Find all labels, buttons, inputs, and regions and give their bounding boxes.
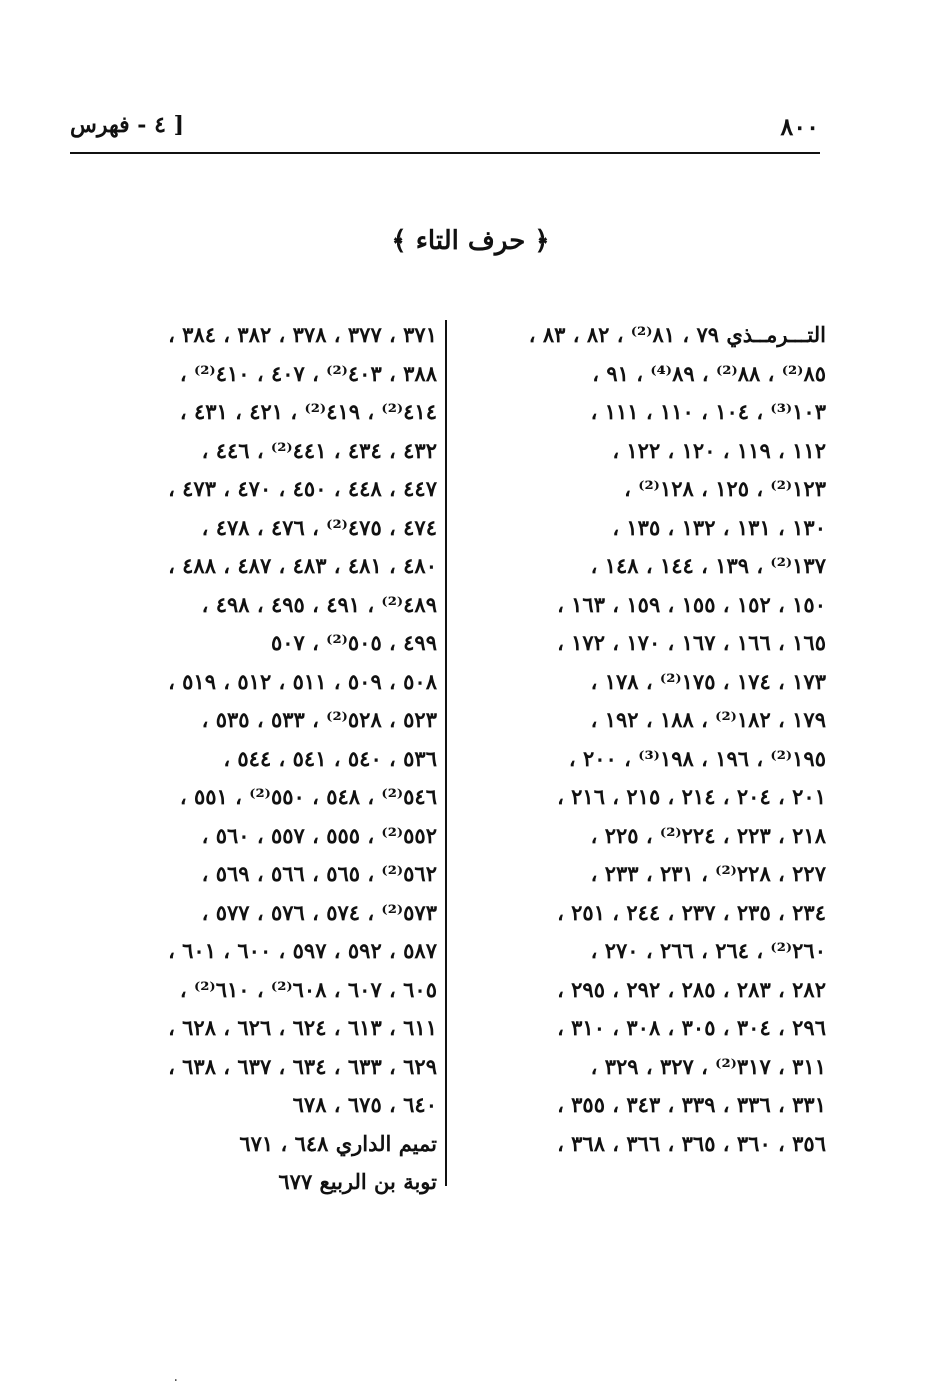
index-line: ٥٢٣ ، ٥٢٨⁽²⁾ ، ٥٣٣ ، ٥٣٥ ، — [201, 707, 437, 732]
column-divider — [445, 320, 447, 1186]
index-line: ٨٥⁽²⁾ ، ٨٨⁽²⁾ ، ٨٩⁽⁴⁾ ، ٩١ ، — [592, 360, 826, 386]
left-column — [62, 316, 437, 1202]
index-line: تميم الداري ٦٤٨ ، ٦٧١ — [239, 1130, 437, 1156]
index-line: ١٣٠ ، ١٣١ ، ١٣٢ ، ١٣٥ ، — [612, 514, 826, 540]
index-line: ٢٠١ ، ٢٠٤ ، ٢١٤ ، ٢١٥ ، ٢١٦ ، — [557, 784, 826, 809]
index-line: ٥٠٨ ، ٥٠٩ ، ٥١١ ، ٥١٢ ، ٥١٩ ، — [168, 668, 437, 694]
index-line: ١٦٥ ، ١٦٦ ، ١٦٧ ، ١٧٠ ، ١٧٢ ، — [557, 630, 826, 655]
right-column — [461, 316, 826, 1163]
index-line: ٤١٤⁽²⁾ ، ٤١٩⁽²⁾ ، ٤٢١ ، ٤٣١ ، — [179, 399, 437, 424]
index-line: ٤٣٢ ، ٤٣٤ ، ٤٤١⁽²⁾ ، ٤٤٦ ، — [201, 437, 437, 463]
index-line: ٥٦٢⁽²⁾ ، ٥٦٥ ، ٥٦٦ ، ٥٦٩ ، — [201, 861, 437, 886]
index-line: ٦٤٠ ، ٦٧٥ ، ٦٧٨ — [292, 1092, 437, 1117]
index-line: ٥٥٢⁽²⁾ ، ٥٥٥ ، ٥٥٧ ، ٥٦٠ ، — [201, 822, 437, 848]
index-line: ٢٦٠⁽²⁾ ، ٢٦٤ ، ٢٦٦ ، ٢٧٠ ، — [590, 938, 826, 963]
index-line: ٥٣٦ ، ٥٤٠ ، ٥٤١ ، ٥٤٤ ، — [223, 745, 437, 771]
index-line: ١٩٥⁽²⁾ ، ١٩٦ ، ١٩٨⁽³⁾ ، ٢٠٠ ، — [568, 745, 826, 771]
index-line: ٣٣١ ، ٣٣٦ ، ٣٣٩ ، ٣٤٣ ، ٣٥٥ ، — [557, 1092, 826, 1117]
index-line: ٤٨٩⁽²⁾ ، ٤٩١ ، ٤٩٥ ، ٤٩٨ ، — [201, 591, 437, 617]
index-line: التـــرمــذي ٧٩ ، ٨١⁽²⁾ ، ٨٢ ، ٨٣ ، — [528, 322, 826, 347]
footer-mark: ٠ — [172, 1372, 180, 1388]
index-line: ٣٥٦ ، ٣٦٠ ، ٣٦٥ ، ٣٦٦ ، ٣٦٨ ، — [557, 1130, 826, 1156]
header-rule — [70, 152, 820, 154]
index-line: ١٧٩ ، ١٨٢⁽²⁾ ، ١٨٨ ، ١٩٢ ، — [590, 707, 826, 732]
index-line: ٦١١ ، ٦١٣ ، ٦٢٤ ، ٦٢٦ ، ٦٢٨ ، — [168, 1015, 437, 1040]
index-line: ٦٢٩ ، ٦٣٣ ، ٦٣٤ ، ٦٣٧ ، ٦٣٨ ، — [168, 1053, 437, 1079]
index-line: ٤٧٤ ، ٤٧٥⁽²⁾ ، ٤٧٦ ، ٤٧٨ ، — [201, 514, 437, 540]
index-line: ١٠٣⁽³⁾ ، ١٠٤ ، ١١٠ ، ١١١ ، — [590, 399, 826, 424]
index-line: ١٢٣⁽²⁾ ، ١٢٥ ، ١٢٨⁽²⁾ ، — [624, 476, 826, 501]
section-label: [ ٤ - فهرس — [70, 112, 185, 138]
index-line: ٣٧١ ، ٣٧٧ ، ٣٧٨ ، ٣٨٢ ، ٣٨٤ ، — [168, 322, 437, 347]
index-line: توبة بن الربيع ٦٧٧ — [278, 1169, 437, 1194]
index-line: ١٥٠ ، ١٥٢ ، ١٥٥ ، ١٥٩ ، ١٦٣ ، — [557, 591, 826, 617]
index-line: ١١٢ ، ١١٩ ، ١٢٠ ، ١٢٢ ، — [612, 437, 826, 463]
index-line: ٣٨٨ ، ٤٠٣⁽²⁾ ، ٤٠٧ ، ٤١٠⁽²⁾ ، — [179, 360, 437, 386]
index-line: ٦٠٥ ، ٦٠٧ ، ٦٠٨⁽²⁾ ، ٦١٠⁽²⁾ ، — [179, 976, 437, 1002]
index-line: ٥٤٦⁽²⁾ ، ٥٤٨ ، ٥٥٠⁽²⁾ ، ٥٥١ ، — [179, 784, 437, 809]
index-line: ٤٩٩ ، ٥٠٥⁽²⁾ ، ٥٠٧ — [270, 630, 437, 655]
index-line: ٢٢٧ ، ٢٢٨⁽²⁾ ، ٢٣١ ، ٢٣٣ ، — [590, 861, 826, 886]
index-line: ١٧٣ ، ١٧٤ ، ١٧٥⁽²⁾ ، ١٧٨ ، — [590, 668, 826, 694]
index-line: ٣١١ ، ٣١٧⁽²⁾ ، ٣٢٧ ، ٣٢٩ ، — [590, 1053, 826, 1079]
index-line: ٥٨٧ ، ٥٩٢ ، ٥٩٧ ، ٦٠٠ ، ٦٠١ ، — [168, 938, 437, 963]
index-line: ٤٤٧ ، ٤٤٨ ، ٤٥٠ ، ٤٧٠ ، ٤٧٣ ، — [168, 476, 437, 501]
page-number: ٨٠٠ — [780, 112, 819, 141]
index-line: ٢٨٢ ، ٢٨٣ ، ٢٨٥ ، ٢٩٢ ، ٢٩٥ ، — [557, 976, 826, 1002]
index-line: ١٣٧⁽²⁾ ، ١٣٩ ، ١٤٤ ، ١٤٨ ، — [590, 553, 826, 578]
index-line: ٢٣٤ ، ٢٣٥ ، ٢٣٧ ، ٢٤٤ ، ٢٥١ ، — [557, 899, 826, 925]
section-heading: ﴿ حرف التاء ﴾ — [391, 226, 550, 256]
index-line: ٤٨٠ ، ٤٨١ ، ٤٨٣ ، ٤٨٧ ، ٤٨٨ ، — [168, 553, 437, 578]
index-line: ٥٧٣⁽²⁾ ، ٥٧٤ ، ٥٧٦ ، ٥٧٧ ، — [201, 899, 437, 925]
index-line: ٢٩٦ ، ٣٠٤ ، ٣٠٥ ، ٣٠٨ ، ٣١٠ ، — [557, 1015, 826, 1040]
index-line: ٢١٨ ، ٢٢٣ ، ٢٢٤⁽²⁾ ، ٢٢٥ ، — [590, 822, 826, 848]
